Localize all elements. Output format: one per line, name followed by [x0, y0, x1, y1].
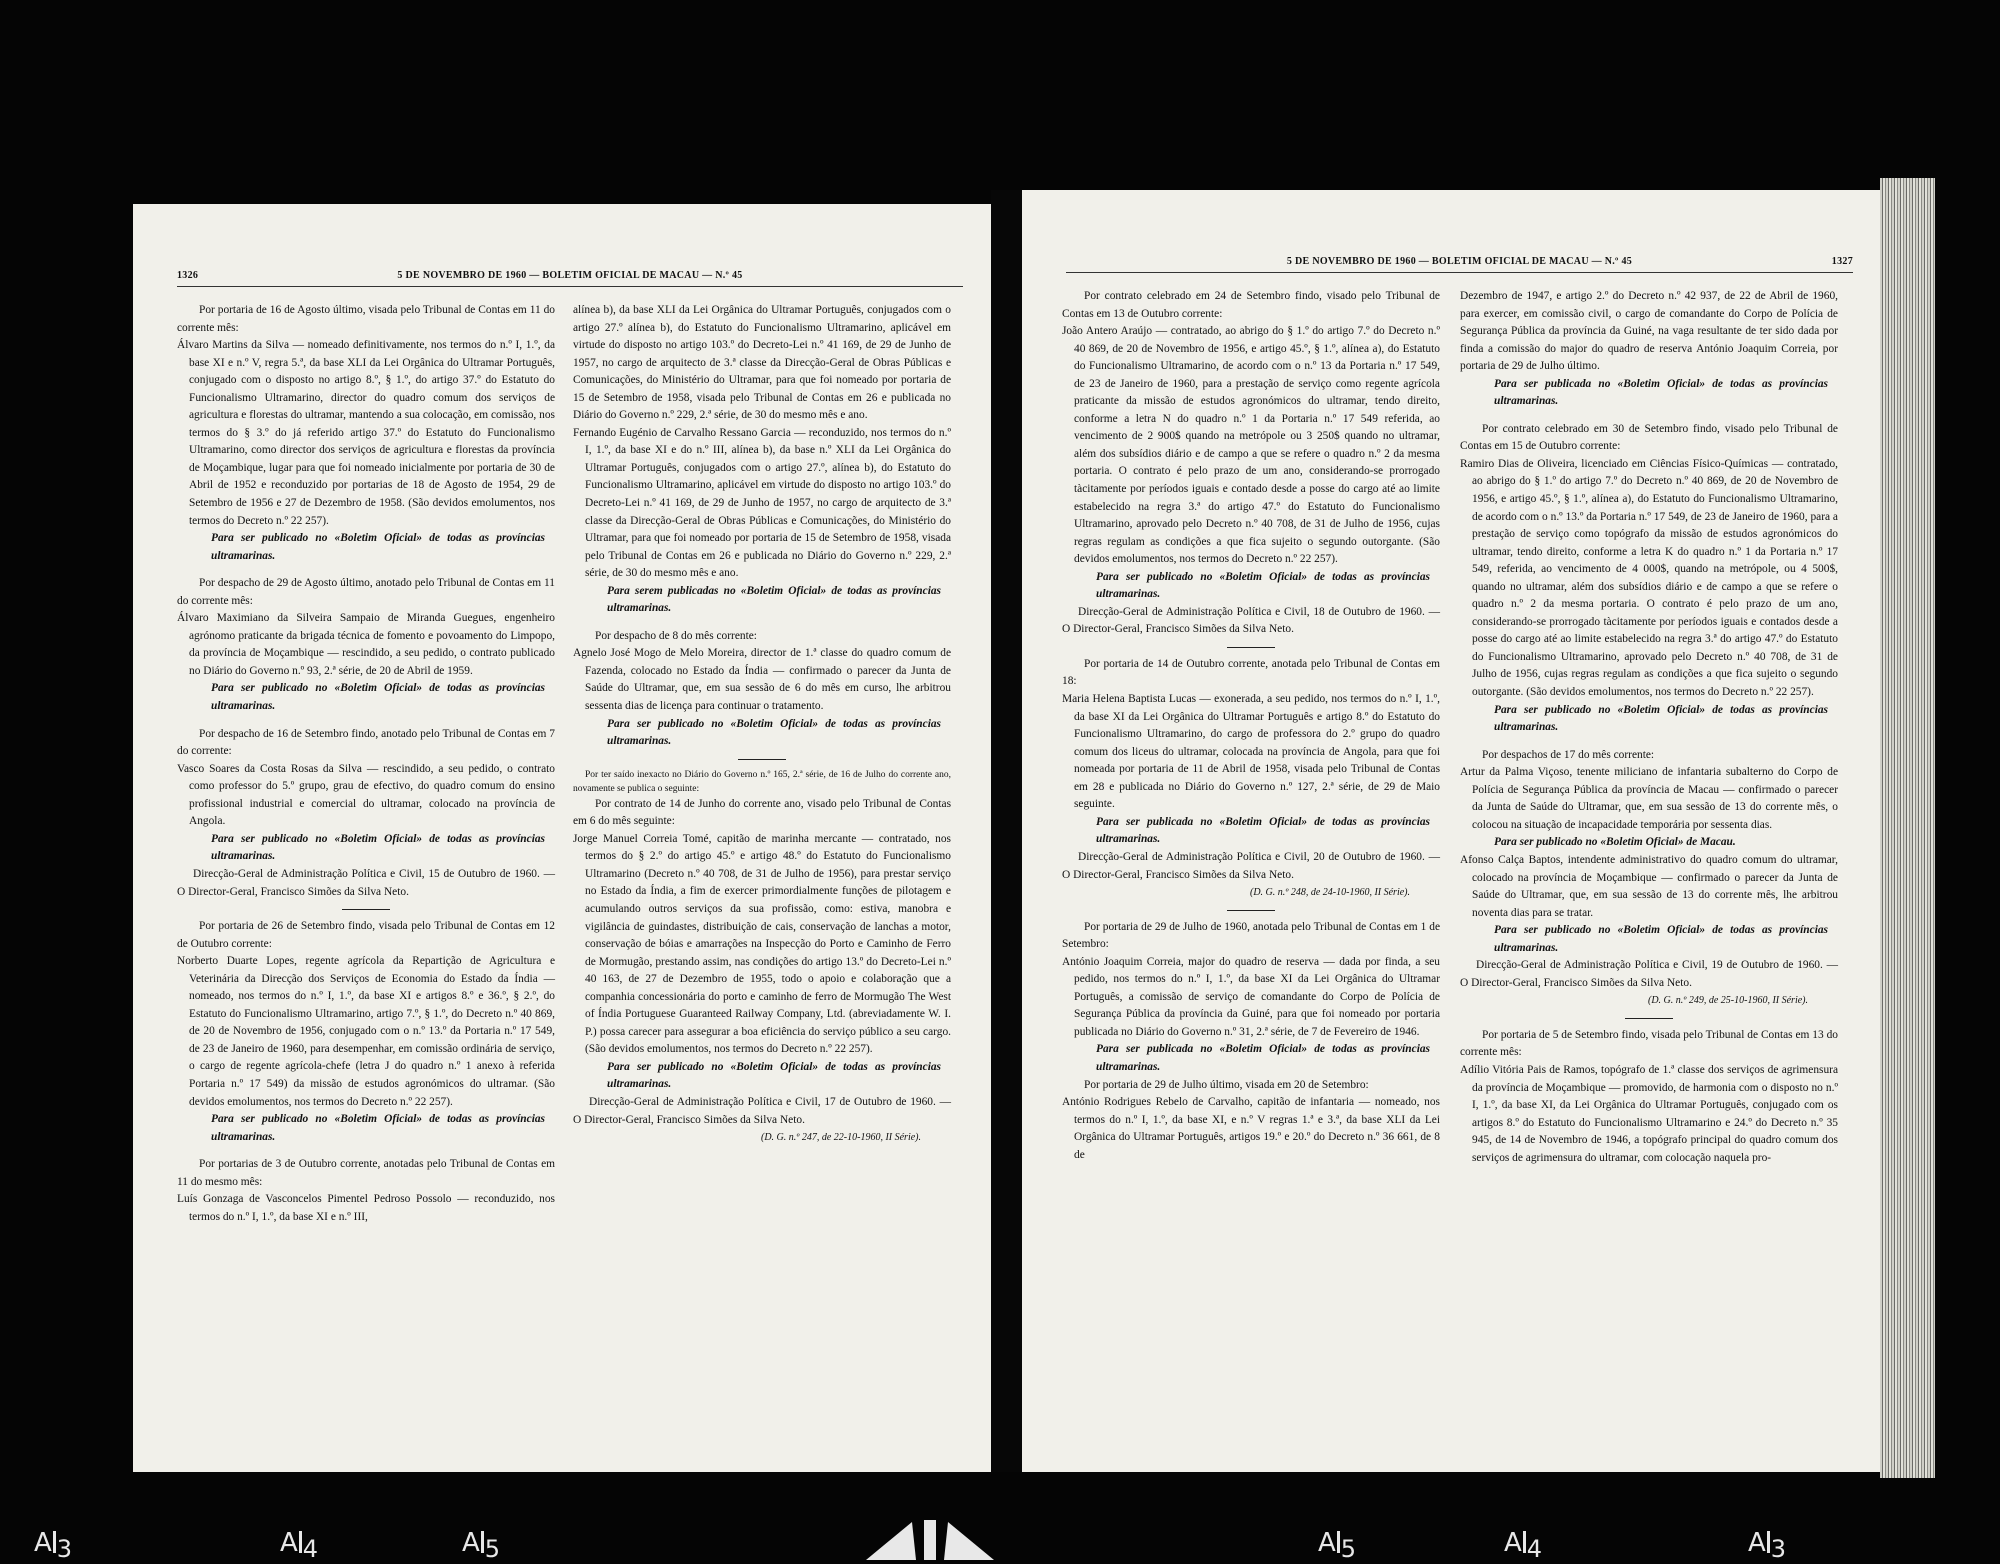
entry-paragraph: Artur da Palma Viçoso, tenente miliciano de infantaria subalterno do Corpo de Polícia de Segurança Pública da província de Macau — confirmado o parecer da Junta de Saúde do Ultramar, que, em sua sessão de 13 do corrente mês, o colocou na situação de incapacidade temporária por sessenta dias. [1460, 766, 1838, 831]
signature-line: Direcção-Geral de Administração Política e Civil, 18 de Outubro de 1960. — O Director-Geral, Francisco Simões da Silva Neto. [1062, 605, 1440, 636]
intro-paragraph: Por portaria de 14 de Outubro corrente, anotada pelo Tribunal de Contas em 18: [1062, 657, 1440, 688]
entry-paragraph: Fernando Eugénio de Carvalho Ressano Garcia — reconduzido, nos termos do n.º I, 1.º, da base XI e do n.º III, alínea b), da base n.º XLI da Lei Orgânica do Ultramar Português, conjugados com o artigo 27.º, alínea b), do Estatuto do Funcionalismo Ultramarino, aplicável em virtude do disposto no artigo 103.º do Decreto-Lei n.º 41 169, de 29 de Junho de 1957, no cargo de arquitecto de 3.ª classe da Direcção-Geral de Obras Públicas e Comunicações, do Ministério do Ultramar, para que foi nomeado por portaria de 15 de Setembro de 1958, visada pelo Tribunal de Contas em 26 e publicada no Diário do Governo n.º 229, 2.ª série, de 30 do mesmo mês e ano. [573, 426, 951, 580]
publication-note: Para ser publicado no «Boletim Oficial» de todas as províncias ultramarinas. [211, 532, 545, 562]
signature-line: Direcção-Geral de Administração Política e Civil, 20 de Outubro de 1960. — O Director-Geral, Francisco Simões da Silva Neto. [1062, 850, 1440, 881]
text-column-right [573, 302, 951, 1147]
publication-note: Para serem publicadas no «Boletim Oficial» de todas as províncias ultramarinas. [607, 584, 941, 615]
entry-paragraph: Adílio Vitória Pais de Ramos, topógrafo de 1.ª classe dos serviços de agrimensura da província de Moçambique — promovido, de harmonia com o disposto no n.º I, 1.º, da base XI, da Lei Orgânica do Ultramar Português, conjugado com os artigos 8.º do Estatuto do Funcionalismo Ultramarino e 24.º do Decreto n.º 35 945, de 14 de Novembro de 1946, a topógrafo principal do quadro comum dos serviços de agrimensura do ultramar, com colocação naquela pro- [1460, 1063, 1838, 1164]
running-head-title: 5 DE NOVEMBRO DE 1960 — BOLETIM OFICIAL DE MACAU — N.º 45 [397, 270, 743, 281]
text-column-left [1062, 288, 1440, 1164]
erratum-note: Por ter saído inexacto no Diário do Governo n.º 165, 2.ª série, de 16 de Julho do corrente ano, novamente se publica o seguinte: [573, 769, 951, 794]
intro-paragraph: Por portarias de 3 de Outubro corrente, anotadas pelo Tribunal de Contas em 11 do mesmo mês: [177, 1158, 555, 1188]
entry-paragraph: Agnelo José Mogo de Melo Moreira, director de 1.ª classe do quadro comum de Fazenda, colocado no Estado da Índia — confirmado o parecer da Junta de Saúde do Ultramar, que, em sua sessão de 6 do mês em curso, lhe arbitrou sessenta dias de licença para continuar o tratamento. [573, 647, 951, 713]
publication-note: Para ser publicada no «Boletim Oficial» de todas as províncias ultramarinas. [1096, 1043, 1430, 1073]
intro-paragraph: Por portaria de 29 de Julho último, visada em 20 de Setembro: [1084, 1078, 1369, 1091]
film-marker: A $_5$ [462, 1528, 501, 1563]
publication-note: Para ser publicado no «Boletim Oficial» de Macau. [1494, 836, 1736, 849]
intro-paragraph: Por despacho de 8 do mês corrente: [595, 629, 757, 642]
paragraph-gap [177, 565, 555, 575]
continued-paragraph: Dezembro de 1947, e artigo 2.º do Decreto n.º 42 937, de 22 de Abril de 1960, para exercer, em comissão civil, o cargo de comandante do Corpo de Polícia de Segurança Pública da província da Guiné, na vaga resultante de ter sido dada por finda a comissão do major do quadro de reserva António Joaquim Correia, por portaria de 29 de Julho último. [1460, 290, 1838, 373]
publication-note: Para ser publicado no «Boletim Oficial» de todas as províncias ultramarinas. [1096, 570, 1430, 601]
publication-note: Para ser publicada no «Boletim Oficial» de todas as províncias ultramarinas. [1096, 815, 1430, 846]
gazette-reference: (D. G. n.º 249, de 25-10-1960, II Série). [1647, 995, 1808, 1007]
publication-note: Para ser publicado no «Boletim Oficial» de todas as províncias ultramarinas. [211, 1113, 545, 1143]
gazette-reference: (D. G. n.º 248, de 24-10-1960, II Série). [1249, 887, 1410, 899]
publication-note: Para ser publicado no «Boletim Oficial» de todas as províncias ultramarinas. [1494, 924, 1828, 954]
entry-paragraph: António Joaquim Correia, major do quadro de reserva — dada por finda, a seu pedido, nos termos do n.º I, 1.º, da base XI da Lei Orgânica do Ultramar Português, a comissão de serviço de comandante do Corpo de Polícia de Segurança Pública da província da Guiné, para que foi nomeado por portaria publicada no Diário do Governo n.º 31, 2.ª série, de 7 de Fevereiro de 1946. [1062, 955, 1440, 1038]
text-column-right [1460, 288, 1838, 1167]
right-page [1022, 190, 1881, 1472]
intro-paragraph: Por contrato celebrado em 30 de Setembro findo, visado pelo Tribunal de Contas em 15 de Outubro corrente: [1460, 422, 1838, 453]
film-marker: A $_5$ [1318, 1528, 1357, 1563]
entry-paragraph: Afonso Calça Baptos, intendente administrativo do quadro comum do ultramar, colocado na província de Moçambique — confirmado o parecer da Junta de Saúde do Ultramar, que, em sua sessão de 13 do corrente mês, lhe arbitrou noventa dias para se tratar. [1460, 853, 1838, 919]
intro-paragraph: Por contrato celebrado em 24 de Setembro findo, visado pelo Tribunal de Contas em 13 de Outubro corrente: [1062, 290, 1440, 320]
section-separator [1227, 647, 1275, 648]
intro-paragraph: Por portaria de 16 de Agosto último, visada pelo Tribunal de Contas em 11 do corrente mês: [177, 304, 555, 334]
gazette-reference: (D. G. n.º 247, de 22-10-1960, II Série). [760, 1132, 921, 1144]
film-center-arrow-icon [866, 1514, 994, 1560]
paragraph-gap [177, 1146, 555, 1156]
text-column-left [177, 302, 555, 1226]
film-marker: A $_3$ [1748, 1528, 1787, 1563]
entry-paragraph: Vasco Soares da Costa Rosas da Silva — rescindido, a seu pedido, o contrato como professor do 5.º grupo, grau de efectivo, do quadro comum do ensino profissional industrial e comercial do ultramar, colocado na província de Angola. [177, 762, 555, 828]
section-separator [342, 909, 390, 910]
intro-paragraph: Por despachos de 17 do mês corrente: [1482, 748, 1655, 761]
paragraph-gap [573, 618, 951, 628]
entry-paragraph: António Rodrigues Rebelo de Carvalho, capitão de infantaria — nomeado, nos termos do n.º I, 1.º, da base XI, e n.º V regras 1.ª e 3.ª, da base XLI da Lei Orgânica do Ultramar Português, artigos 19.º e 20.º do Decreto n.º 36 661, de 8 de [1062, 1096, 1440, 1161]
section-separator [738, 759, 786, 760]
section-separator [1227, 910, 1275, 911]
publication-note: Para ser publicado no «Boletim Oficial» de todas as províncias ultramarinas. [211, 832, 545, 863]
entry-paragraph: Álvaro Maximiano da Silveira Sampaio de Miranda Guegues, engenheiro agrónomo praticante da brigada técnica de fomento e povoamento do Limpopo, da província de Moçambique — rescindido, a seu pedido, o contrato publicado no Diário do Governo n.º 93, 2.ª série, de 20 de Abril de 1959. [177, 612, 555, 677]
page-number: 1326 [177, 270, 199, 281]
publication-note: Para ser publicado no «Boletim Oficial» de todas as províncias ultramarinas. [1494, 703, 1828, 734]
intro-paragraph: Por portaria de 26 de Setembro findo, visada pelo Tribunal de Contas em 12 de Outubro corrente: [177, 920, 555, 950]
book-spine [991, 190, 1022, 1472]
header-rule [1066, 272, 1853, 273]
left-page [133, 204, 991, 1472]
entry-paragraph: Ramiro Dias de Oliveira, licenciado em Ciências Físico-Químicas — contratado, ao abrigo do § 1.º do artigo 7.º do Decreto n.º 40 869, de 20 de Novembro de 1956, e artigo 45.º, § 1.º, alínea a), do Estatuto do Funcionalismo Ultramarino, de acordo com o n.º 13.º da Portaria n.º 17 549, de 23 de Janeiro de 1960, para a prestação de serviço como topógrafo da missão de estudos agronómicos do ultramar, tendo direito, conforme a letra K do quadro n.º 1 da Portaria n.º 17 549, referida, ao vencimento de 4 000$, quando na metrópole, ou 4 500$, quando no ultramar, além dos subsídios diário e de campo a que se refere o quadro n.º 2 da mesma portaria. O contrato é pelo prazo de um ano, considerando-se prorrogado tàcitamente por períodos iguais e contados desde a posse do cargo até ao limite estabelecido na regra 3.ª do artigo 47.º do Estatuto do Funcionalismo Ultramarino, aprovado pelo Decreto n.º 40 708, de 31 de Julho de 1956, cujas regras regulam as condições a que fica sujeito o segundo outorgante. (São devidos emolumentos, nos termos do Decreto n.º 22 257). [1460, 457, 1838, 699]
entry-paragraph: Jorge Manuel Correia Tomé, capitão de marinha mercante — contratado, nos termos do § 2.º do artigo 45.º e artigo 48.º do Estatuto do Funcionalismo Ultramarino (Decreto n.º 40 708, de 31 de Julho de 1956), para prestar serviço no Estado da Índia, a fim de exercer primordialmente funções de pilotagem e acumulando outros serviços da sua profissão, como: estiva, manobra e vigilância de guindastes, distribuição de cais, conservação de lanchas a motor, conservação de bóias e amarrações na Inspecção do Porto e Caminho de Ferro de Mormugão, prestando assim, nas condições do artigo 13.º do Decreto-Lei n.º 40 163, de 27 de Dezembro de 1955, todo o apoio e colaboração que a companhia concessionária do porto e caminho de ferro de Mormugão The West of Índia Portuguese Guaranteed Railway Company, Ltd. (abreviadamente W. I. P.) possa carecer para assegurar a boa eficiência do serviço público a seu cargo. (São devidos emolumentos, nos termos do Decreto n.º 22 257). [573, 832, 951, 1056]
publication-note: Para ser publicado no «Boletim Oficial» de todas as províncias ultramarinas. [607, 717, 941, 748]
paragraph-gap [1460, 411, 1838, 421]
continued-paragraph: alínea b), da base XLI da Lei Orgânica do Ultramar Português, conjugados com o artigo 27.º alínea b), do Estatuto do Funcionalismo Ultramarino, aplicável em virtude do disposto no artigo 103.º do Decreto-Lei n.º 41 169, de 29 de Junho de 1957, no cargo de arquitecto de 3.ª classe da Direcção-Geral de Obras Públicas e Comunicações, do Ministério do Ultramar, para que foi nomeado por portaria de 15 de Setembro de 1958, visada pelo Tribunal de Contas em 26 e publicada no Diário do Governo n.º 229, 2.ª série, de 30 do mesmo mês e ano. [573, 304, 951, 422]
header-rule [177, 286, 963, 287]
entry-paragraph: Álvaro Martins da Silva — nomeado definitivamente, nos termos do n.º I, 1.º, da base XI e n.º V, regra 5.ª, da base XLI da Lei Orgânica do Ultramar Português, conjugado com o disposto no artigo 8.º, § 1.º, do artigo 37.º do Estatuto do Funcionalismo Ultramarino, director do quadro comum dos serviços de agricultura e florestas do ultramar, mantendo a sua colocação, em comissão, nos termos do § 3.º do já referido artigo 37.º do Estatuto do Funcionalismo Ultramarino, como director dos serviços de agricultura e florestas da província de Moçambique, lugar para que foi nomeado inicialmente por portaria de 30 de Abril de 1952 e reconduzido por portarias de 18 de Agosto de 1954, 29 de Setembro de 1956 e 27 de Dezembro de 1958. (São devidos emolumentos, nos termos do Decreto n.º 22 257). [177, 339, 555, 527]
paragraph-gap [177, 716, 555, 726]
entry-paragraph: João Antero Araújo — contratado, ao abrigo do § 1.º do artigo 7.º do Decreto n.º 40 869, de 20 de Novembro de 1956, e artigo 45.º, § 1.º, alínea a), do Estatuto do Funcionalismo Ultramarino, de acordo com o n.º 13 da Portaria n.º 17 549, de 23 de Janeiro de 1960, para a prestação de serviço como regente agrícola praticante da missão de estudos agronómicos do ultramar, tendo direito, conforme a letra N do quadro n.º 1 da Portaria n.º 17 549 referida, ao vencimento de 2 900$ quando na metrópole ou 3 250$ quando no ultramar, além dos subsídios diário e de campo a que se refere o quadro n.º 2 da mesma portaria. O contrato é pelo prazo de um ano, considerando-se prorrogado tàcitamente por períodos iguais e contado desde a posse do cargo até ao limite estabelecido na regra 3.ª do artigo 47.º do Estatuto do Funcionalismo Ultramarino, aprovado pelo Decreto n.º 40 708, de 31 de Julho de 1956, cujas regras regulam as condições a que fica sujeito o segundo outorgante. (São devidos emolumentos, nos termos do Decreto n.º 22 257). [1062, 325, 1440, 566]
film-marker: A $_3$ [34, 1528, 73, 1563]
signature-line: Direcção-Geral de Administração Política e Civil, 15 de Outubro de 1960. — O Director-Geral, Francisco Simões da Silva Neto. [177, 867, 555, 898]
intro-paragraph: Por despacho de 29 de Agosto último, anotado pelo Tribunal de Contas em 11 do corrente mês: [177, 577, 555, 607]
signature-line: Direcção-Geral de Administração Política e Civil, 19 de Outubro de 1960. — O Director-Geral, Francisco Simões da Silva Neto. [1460, 959, 1838, 989]
film-marker: A $_4$ [1504, 1528, 1543, 1563]
page-edges [1880, 178, 1935, 1478]
page-number: 1327 [1831, 256, 1853, 267]
film-marker: A $_4$ [280, 1528, 319, 1563]
intro-paragraph: Por contrato de 14 de Junho do corrente ano, visado pelo Tribunal de Contas em 6 do mês seguinte: [573, 797, 951, 828]
signature-line: Direcção-Geral de Administração Política e Civil, 17 de Outubro de 1960. — O Director-Geral, Francisco Simões da Silva Neto. [573, 1095, 951, 1126]
running-head-title: 5 DE NOVEMBRO DE 1960 — BOLETIM OFICIAL DE MACAU — N.º 45 [1286, 256, 1633, 267]
entry-paragraph: Norberto Duarte Lopes, regente agrícola da Repartição de Agricultura e Veterinária da Direcção dos Serviços de Economia do Estado da Índia — nomeado, nos termos do n.º I, 1.º, da base XI e artigos 8.º e 36.º, § 2.º, do Estatuto do Funcionalismo Ultramarino, artigo 7.º, § 1.º, do Decreto n.º 40 869, de 20 de Novembro de 1956, conjugado com o n.º 13.º da Portaria n.º 17 549, de 23 de Janeiro de 1960, para desempenhar, em comissão ordinária de serviço, o cargo de regente agrícola-chefe (letra J do quadro n.º 1 anexo à referida Portaria n.º 17 549) da missão de estudos agronómicos do ultramar. (São devidos emolumentos, nos termos do Decreto n.º 22 257). [177, 955, 555, 1108]
publication-note: Para ser publicada no «Boletim Oficial» de todas as províncias ultramarinas. [1494, 377, 1828, 408]
paragraph-gap [1460, 737, 1838, 747]
entry-paragraph: Luís Gonzaga de Vasconcelos Pimentel Pedroso Possolo — reconduzido, nos termos do n.º I, 1.º, da base XI e n.º III, [177, 1193, 555, 1223]
intro-paragraph: Por portaria de 5 de Setembro findo, visada pelo Tribunal de Contas em 13 do corrente mês: [1460, 1028, 1838, 1059]
intro-paragraph: Por portaria de 29 de Julho de 1960, anotada pelo Tribunal de Contas em 1 de Setembro: [1062, 920, 1440, 951]
entry-paragraph: Maria Helena Baptista Lucas — exonerada, a seu pedido, nos termos do n.º I, 1.º, da base XI da Lei Orgânica do Ultramar Português e artigo 8.º do Estatuto do Funcionalismo Ultramarino, do cargo de professora do 2.º grupo do quadro comum dos liceus do ultramar, colocada na província de Angola, para que foi nomeada por portaria de 11 de Abril de 1958, visada pelo Tribunal de Contas em 28 e publicada no Diário do Governo n.º 127, 2.ª série, de 29 de Maio seguinte. [1062, 693, 1440, 811]
publication-note: Para ser publicado no «Boletim Oficial» de todas as províncias ultramarinas. [607, 1060, 941, 1091]
section-separator [1625, 1018, 1673, 1019]
intro-paragraph: Por despacho de 16 de Setembro findo, anotado pelo Tribunal de Contas em 7 do corrente: [177, 727, 555, 758]
publication-note: Para ser publicado no «Boletim Oficial» de todas as províncias ultramarinas. [211, 682, 545, 713]
